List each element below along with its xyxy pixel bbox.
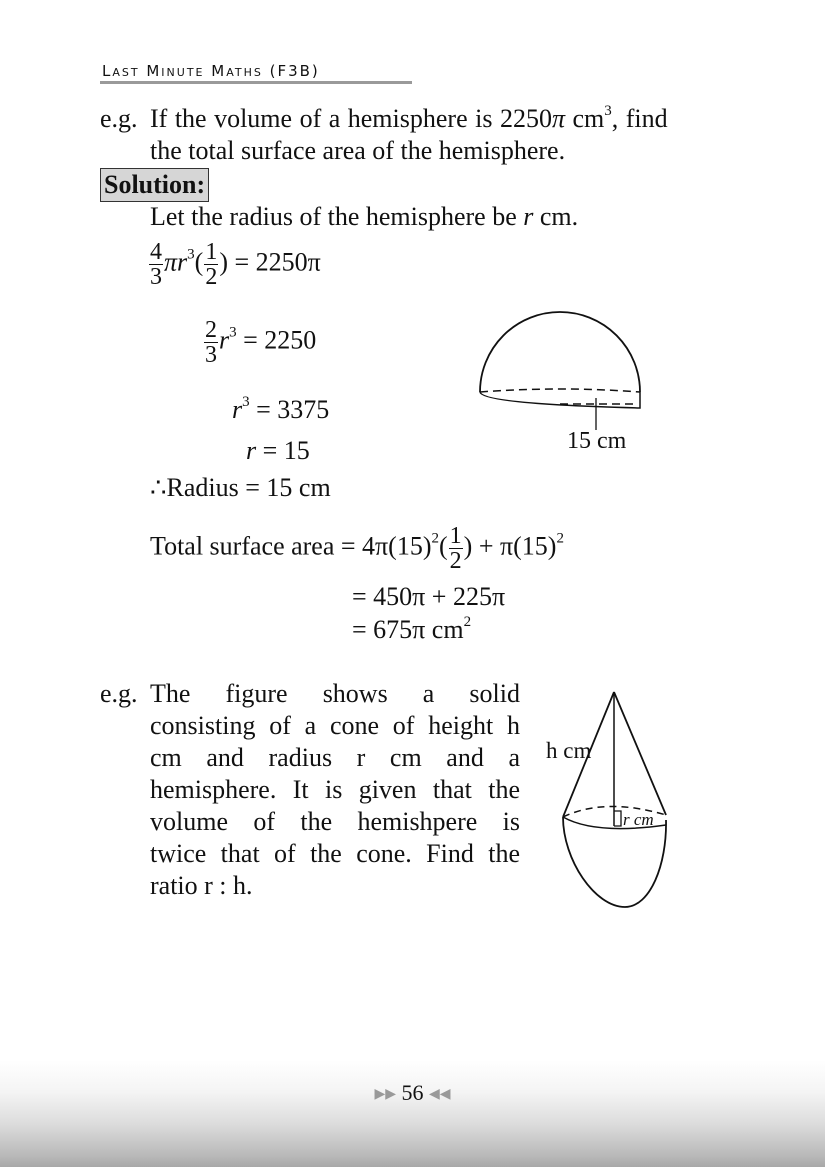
numerator: 2 — [205, 317, 217, 343]
header-rule — [100, 81, 412, 84]
example2-label: e.g. — [100, 679, 138, 708]
page-number-text: 56 — [401, 1080, 424, 1105]
solution-label: Solution: — [100, 168, 209, 202]
example2-line: twice that of the cone. Find the — [150, 839, 520, 868]
numerator: 1 — [449, 523, 462, 549]
var: r — [246, 436, 257, 465]
footer-band — [0, 1060, 825, 1167]
equation-2: $\frac{2}{3}$ $r^3 = 2250$ — [205, 317, 317, 368]
let-statement — [150, 201, 578, 233]
var: r — [232, 395, 243, 424]
radius-conclusion: ∴Radius = 15 cm — [150, 473, 331, 502]
fraction — [449, 524, 463, 573]
tsa-step-2: = 450π + 225π — [352, 582, 506, 611]
equation-4 — [246, 435, 310, 467]
tsa-result: = 675π cm — [352, 615, 464, 644]
numerator: 4 — [150, 239, 162, 265]
fraction — [204, 240, 218, 289]
cone-radius-label: r cm — [623, 810, 654, 829]
equation-3: $r^3 = 3375$ — [232, 394, 330, 424]
denominator: 2 — [205, 264, 218, 290]
let-var: r — [523, 202, 534, 231]
example2-line: cm and radius r cm and a — [150, 743, 520, 772]
term: πr — [164, 247, 188, 277]
fraction — [204, 318, 218, 367]
example1-question-line2: the total surface area of the hemisphere. — [150, 136, 566, 165]
rhs: = 2250 — [243, 325, 317, 355]
let-text: Let the radius of the hemisphere be — [150, 202, 517, 231]
example2-line: ratio r : h. — [150, 871, 253, 900]
denominator: 3 — [205, 342, 217, 368]
rhs: = 15 — [262, 436, 310, 465]
fraction — [149, 240, 163, 289]
denominator: 3 — [150, 264, 162, 290]
tsa-term: + π(15) — [478, 531, 557, 561]
example2-line: volume of the hemishpere is — [150, 807, 520, 836]
example2-line: hemisphere. It is given that the — [150, 775, 520, 804]
rhs: = 3375 — [256, 395, 330, 424]
numerator: 1 — [205, 239, 218, 265]
hemisphere-radius-label: 15 cm — [567, 428, 627, 454]
cone-height-label: h cm — [546, 738, 592, 763]
example1-label: e.g. — [100, 104, 138, 133]
left-arrows-icon: ◀◀ — [429, 1087, 451, 1102]
running-header: Last Minute Maths (F3B) — [102, 62, 320, 80]
cone-hemisphere-figure — [555, 685, 675, 915]
tsa-equation: Total surface area = $4\pi(15)^2$( $\frac{1}{2}$ ) + $\pi(15)^2$ — [150, 523, 564, 574]
example1-question-line1: If the volume of a hemisphere is 2250π $cm^3$, find — [150, 103, 668, 133]
equation-1: $\frac{4}{3}$ $\pi r^3$( $\frac{1}{2}$ ) = 2250π — [150, 239, 321, 290]
tsa-term: = 4π(15) — [340, 531, 432, 561]
hemisphere-figure — [470, 300, 660, 460]
tsa-step-3: = 675π $cm^2$ — [352, 614, 472, 644]
q-text: If the volume of a hemisphere is 2250 — [150, 104, 552, 133]
example2-line: consisting of a cone of height h — [150, 711, 520, 740]
example2-line: The figure shows a solid — [150, 679, 520, 708]
right-arrows-icon: ▶▶ — [374, 1087, 396, 1102]
var: r — [219, 325, 230, 355]
page-number — [0, 1080, 825, 1106]
let-unit: cm. — [539, 202, 579, 231]
q-text-end: , find — [611, 104, 668, 133]
denominator: 2 — [449, 548, 462, 574]
q-unit: cm — [572, 104, 605, 133]
rhs: = 2250π — [234, 247, 321, 277]
tsa-label: Total surface area — [150, 531, 335, 561]
